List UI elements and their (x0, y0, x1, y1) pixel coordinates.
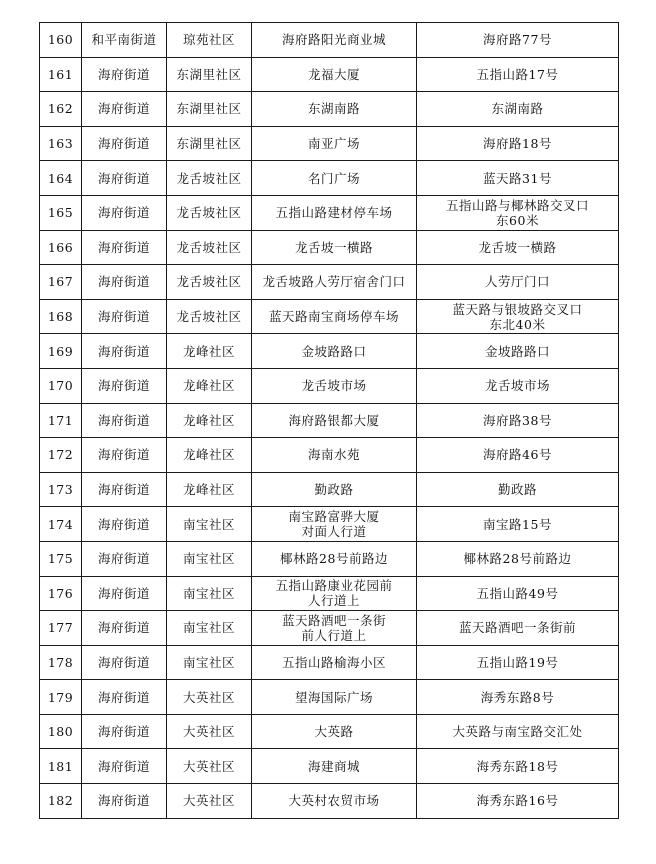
street-cell (82, 126, 167, 161)
address-cell (417, 403, 619, 438)
location-table (39, 22, 619, 819)
row-number (40, 92, 82, 127)
community-cell-text: 龙峰社区 (182, 343, 235, 359)
community-cell-text: 大英社区 (182, 793, 235, 809)
community-cell (167, 438, 252, 473)
street-cell-text: 海府街道 (97, 378, 150, 394)
street-cell-text: 海府街道 (97, 274, 150, 290)
address-cell-text: 海秀东路18号 (476, 758, 559, 774)
row-number-text: 160 (47, 32, 74, 48)
address-cell-text: 蓝天路与银坡路交叉口 东北40米 (452, 301, 583, 332)
row-number (40, 749, 82, 784)
row-number-text: 162 (47, 101, 74, 117)
row-number-text: 165 (47, 205, 74, 221)
community-cell-text: 龙舌坡社区 (176, 239, 242, 255)
street-cell-text: 海府街道 (97, 620, 150, 636)
location-cell (252, 161, 417, 196)
address-cell (417, 23, 619, 58)
table-row (40, 368, 619, 403)
community-cell (167, 611, 252, 646)
location-cell-text: 蓝天路南宝商场停车场 (268, 309, 399, 325)
row-number-text: 175 (47, 551, 74, 567)
address-cell (417, 714, 619, 749)
location-cell (252, 438, 417, 473)
row-number-text: 178 (47, 654, 74, 670)
street-cell (82, 576, 167, 611)
community-cell (167, 680, 252, 715)
row-number-text: 166 (47, 239, 74, 255)
location-cell-text: 南宝路富骅大厦 对面人行道 (288, 509, 380, 540)
row-number (40, 403, 82, 438)
street-cell (82, 403, 167, 438)
community-cell (167, 714, 252, 749)
community-cell-text: 龙舌坡社区 (176, 309, 242, 325)
document-page (39, 22, 618, 819)
street-cell (82, 541, 167, 576)
address-cell (417, 334, 619, 369)
address-cell (417, 299, 619, 334)
address-cell-text: 椰林路28号前路边 (463, 551, 572, 567)
address-cell-text: 蓝天路酒吧一条街前 (458, 620, 576, 636)
table-row (40, 265, 619, 300)
address-cell-text: 龙舌坡一横路 (478, 239, 557, 255)
community-cell-text: 龙峰社区 (182, 482, 235, 498)
community-cell-text: 大英社区 (182, 724, 235, 740)
location-cell (252, 784, 417, 819)
street-cell-text: 海府街道 (97, 654, 150, 670)
street-cell-text: 海府街道 (97, 758, 150, 774)
community-cell (167, 576, 252, 611)
address-cell (417, 230, 619, 265)
table-row (40, 611, 619, 646)
table-row (40, 299, 619, 334)
address-cell-text: 五指山路49号 (476, 585, 559, 601)
street-cell-text: 海府街道 (97, 551, 150, 567)
community-cell (167, 645, 252, 680)
community-cell-text: 龙峰社区 (182, 412, 235, 428)
row-number (40, 611, 82, 646)
community-cell (167, 403, 252, 438)
location-cell-text: 大英村农贸市场 (288, 793, 380, 809)
table-row (40, 784, 619, 819)
table-row (40, 126, 619, 161)
community-cell (167, 541, 252, 576)
table-row (40, 472, 619, 507)
location-cell-text: 金坡路路口 (301, 343, 367, 359)
location-cell (252, 195, 417, 230)
community-cell (167, 472, 252, 507)
table-body (40, 23, 619, 819)
address-cell-text: 海秀东路8号 (480, 689, 555, 705)
row-number-text: 171 (47, 412, 74, 428)
community-cell (167, 126, 252, 161)
location-cell-text: 望海国际广场 (294, 689, 373, 705)
community-cell-text: 南宝社区 (182, 516, 235, 532)
location-cell (252, 541, 417, 576)
community-cell (167, 299, 252, 334)
street-cell (82, 749, 167, 784)
address-cell (417, 645, 619, 680)
street-cell-text: 海府街道 (97, 343, 150, 359)
community-cell-text: 大英社区 (182, 689, 235, 705)
street-cell-text: 海府街道 (97, 516, 150, 532)
row-number-text: 161 (47, 66, 74, 82)
street-cell (82, 57, 167, 92)
table-row (40, 92, 619, 127)
row-number (40, 57, 82, 92)
street-cell (82, 507, 167, 542)
street-cell-text: 海府街道 (97, 482, 150, 498)
location-cell-text: 龙舌坡一横路 (294, 239, 373, 255)
address-cell (417, 749, 619, 784)
row-number-text: 174 (47, 516, 74, 532)
address-cell-text: 五指山路与椰林路交叉口 东60米 (445, 197, 589, 228)
row-number (40, 438, 82, 473)
row-number-text: 168 (47, 309, 74, 325)
community-cell (167, 92, 252, 127)
address-cell (417, 265, 619, 300)
street-cell (82, 195, 167, 230)
street-cell-text: 海府街道 (97, 309, 150, 325)
location-cell (252, 645, 417, 680)
street-cell (82, 472, 167, 507)
row-number-text: 177 (47, 620, 74, 636)
location-cell (252, 126, 417, 161)
address-cell-text: 南宝路15号 (483, 516, 552, 532)
location-cell (252, 23, 417, 58)
row-number-text: 172 (47, 447, 74, 463)
table-row (40, 714, 619, 749)
location-cell-text: 龙舌坡路人劳厅宿舍门口 (262, 274, 406, 290)
table-row (40, 541, 619, 576)
community-cell-text: 东湖里社区 (176, 101, 242, 117)
community-cell (167, 230, 252, 265)
community-cell-text: 南宝社区 (182, 551, 235, 567)
community-cell-text: 大英社区 (182, 758, 235, 774)
row-number-text: 180 (47, 724, 74, 740)
table-row (40, 507, 619, 542)
community-cell-text: 南宝社区 (182, 620, 235, 636)
row-number-text: 167 (47, 274, 74, 290)
table-row (40, 680, 619, 715)
address-cell-text: 金坡路路口 (484, 343, 550, 359)
street-cell-text: 海府街道 (97, 689, 150, 705)
table-row (40, 23, 619, 58)
community-cell (167, 784, 252, 819)
row-number (40, 334, 82, 369)
street-cell (82, 92, 167, 127)
street-cell (82, 230, 167, 265)
location-cell-text: 名门广场 (307, 170, 360, 186)
address-cell-text: 东湖南路 (491, 101, 544, 117)
street-cell (82, 438, 167, 473)
location-cell-text: 五指山路榆海小区 (281, 654, 386, 670)
community-cell-text: 龙峰社区 (182, 447, 235, 463)
row-number (40, 299, 82, 334)
address-cell-text: 龙舌坡市场 (484, 378, 550, 394)
location-cell (252, 680, 417, 715)
address-cell (417, 611, 619, 646)
address-cell-text: 大英路与南宝路交汇处 (452, 724, 583, 740)
street-cell (82, 680, 167, 715)
address-cell (417, 541, 619, 576)
row-number-text: 181 (47, 758, 74, 774)
community-cell-text: 龙舌坡社区 (176, 205, 242, 221)
address-cell-text: 人劳厅门口 (484, 274, 550, 290)
row-number (40, 161, 82, 196)
row-number (40, 265, 82, 300)
row-number-text: 173 (47, 482, 74, 498)
table-row (40, 161, 619, 196)
location-cell (252, 92, 417, 127)
address-cell (417, 126, 619, 161)
address-cell-text: 海府路38号 (483, 412, 552, 428)
community-cell-text: 龙舌坡社区 (176, 170, 242, 186)
row-number (40, 23, 82, 58)
street-cell (82, 368, 167, 403)
location-cell-text: 东湖南路 (307, 101, 360, 117)
street-cell-text: 海府街道 (97, 585, 150, 601)
row-number-text: 179 (47, 689, 74, 705)
table-row (40, 576, 619, 611)
location-cell (252, 403, 417, 438)
location-cell (252, 334, 417, 369)
community-cell (167, 368, 252, 403)
community-cell (167, 23, 252, 58)
community-cell-text: 南宝社区 (182, 585, 235, 601)
location-cell-text: 大英路 (314, 724, 354, 740)
location-cell (252, 611, 417, 646)
location-cell (252, 57, 417, 92)
address-cell (417, 576, 619, 611)
community-cell-text: 东湖里社区 (176, 66, 242, 82)
address-cell (417, 438, 619, 473)
address-cell (417, 57, 619, 92)
address-cell-text: 海府路46号 (483, 447, 552, 463)
address-cell (417, 195, 619, 230)
address-cell-text: 五指山路19号 (476, 654, 559, 670)
street-cell-text: 海府街道 (97, 412, 150, 428)
location-cell-text: 龙福大厦 (307, 66, 360, 82)
row-number-text: 170 (47, 378, 74, 394)
address-cell (417, 161, 619, 196)
row-number (40, 507, 82, 542)
row-number (40, 126, 82, 161)
address-cell (417, 784, 619, 819)
location-cell-text: 五指山路康业花园前 人行道上 (275, 578, 393, 609)
table-row (40, 195, 619, 230)
community-cell-text: 南宝社区 (182, 654, 235, 670)
location-cell-text: 海建商城 (307, 758, 360, 774)
street-cell-text: 海府街道 (97, 724, 150, 740)
street-cell-text: 海府街道 (97, 136, 150, 152)
location-cell-text: 海府路银都大厦 (288, 412, 380, 428)
street-cell (82, 23, 167, 58)
street-cell-text: 海府街道 (97, 239, 150, 255)
address-cell (417, 507, 619, 542)
table-row (40, 334, 619, 369)
location-cell (252, 472, 417, 507)
address-cell (417, 680, 619, 715)
community-cell (167, 507, 252, 542)
location-cell-text: 海府路阳光商业城 (281, 32, 386, 48)
location-cell-text: 龙舌坡市场 (301, 378, 367, 394)
location-cell (252, 299, 417, 334)
address-cell-text: 五指山路17号 (476, 66, 559, 82)
location-cell (252, 749, 417, 784)
address-cell-text: 勤政路 (497, 482, 537, 498)
row-number (40, 472, 82, 507)
row-number-text: 169 (47, 343, 74, 359)
table-row (40, 438, 619, 473)
address-cell-text: 海府路77号 (483, 32, 552, 48)
row-number (40, 645, 82, 680)
community-cell (167, 334, 252, 369)
location-cell-text: 五指山路建材停车场 (275, 205, 393, 221)
row-number (40, 714, 82, 749)
table-row (40, 403, 619, 438)
location-cell-text: 蓝天路酒吧一条街 前人行道上 (281, 612, 386, 643)
community-cell-text: 琼苑社区 (182, 32, 235, 48)
row-number-text: 176 (47, 585, 74, 601)
street-cell (82, 334, 167, 369)
location-cell-text: 椰林路28号前路边 (280, 551, 388, 567)
table-row (40, 645, 619, 680)
location-cell (252, 576, 417, 611)
address-cell (417, 92, 619, 127)
street-cell (82, 611, 167, 646)
street-cell (82, 645, 167, 680)
table-row (40, 57, 619, 92)
row-number-text: 163 (47, 136, 74, 152)
address-cell-text: 海府路18号 (483, 136, 552, 152)
street-cell-text: 海府街道 (97, 170, 150, 186)
row-number-text: 182 (47, 793, 74, 809)
location-cell-text: 勤政路 (314, 482, 354, 498)
location-cell-text: 南亚广场 (307, 136, 360, 152)
location-cell (252, 714, 417, 749)
table-row (40, 230, 619, 265)
street-cell (82, 265, 167, 300)
street-cell (82, 299, 167, 334)
street-cell (82, 784, 167, 819)
row-number (40, 680, 82, 715)
street-cell (82, 714, 167, 749)
community-cell-text: 龙峰社区 (182, 378, 235, 394)
location-cell (252, 368, 417, 403)
address-cell (417, 368, 619, 403)
row-number (40, 195, 82, 230)
address-cell (417, 472, 619, 507)
table-row (40, 749, 619, 784)
location-cell (252, 265, 417, 300)
community-cell (167, 57, 252, 92)
address-cell-text: 蓝天路31号 (483, 170, 552, 186)
address-cell-text: 海秀东路16号 (476, 793, 559, 809)
location-cell (252, 230, 417, 265)
street-cell-text: 和平南街道 (91, 32, 157, 48)
community-cell (167, 161, 252, 196)
street-cell-text: 海府街道 (97, 101, 150, 117)
row-number-text: 164 (47, 170, 74, 186)
community-cell (167, 749, 252, 784)
location-cell-text: 海南水苑 (307, 447, 360, 463)
row-number (40, 368, 82, 403)
row-number (40, 230, 82, 265)
community-cell-text: 东湖里社区 (176, 136, 242, 152)
street-cell-text: 海府街道 (97, 66, 150, 82)
community-cell (167, 265, 252, 300)
row-number (40, 541, 82, 576)
community-cell-text: 龙舌坡社区 (176, 274, 242, 290)
street-cell-text: 海府街道 (97, 793, 150, 809)
street-cell (82, 161, 167, 196)
row-number (40, 784, 82, 819)
row-number (40, 576, 82, 611)
street-cell-text: 海府街道 (97, 205, 150, 221)
community-cell (167, 195, 252, 230)
street-cell-text: 海府街道 (97, 447, 150, 463)
location-cell (252, 507, 417, 542)
